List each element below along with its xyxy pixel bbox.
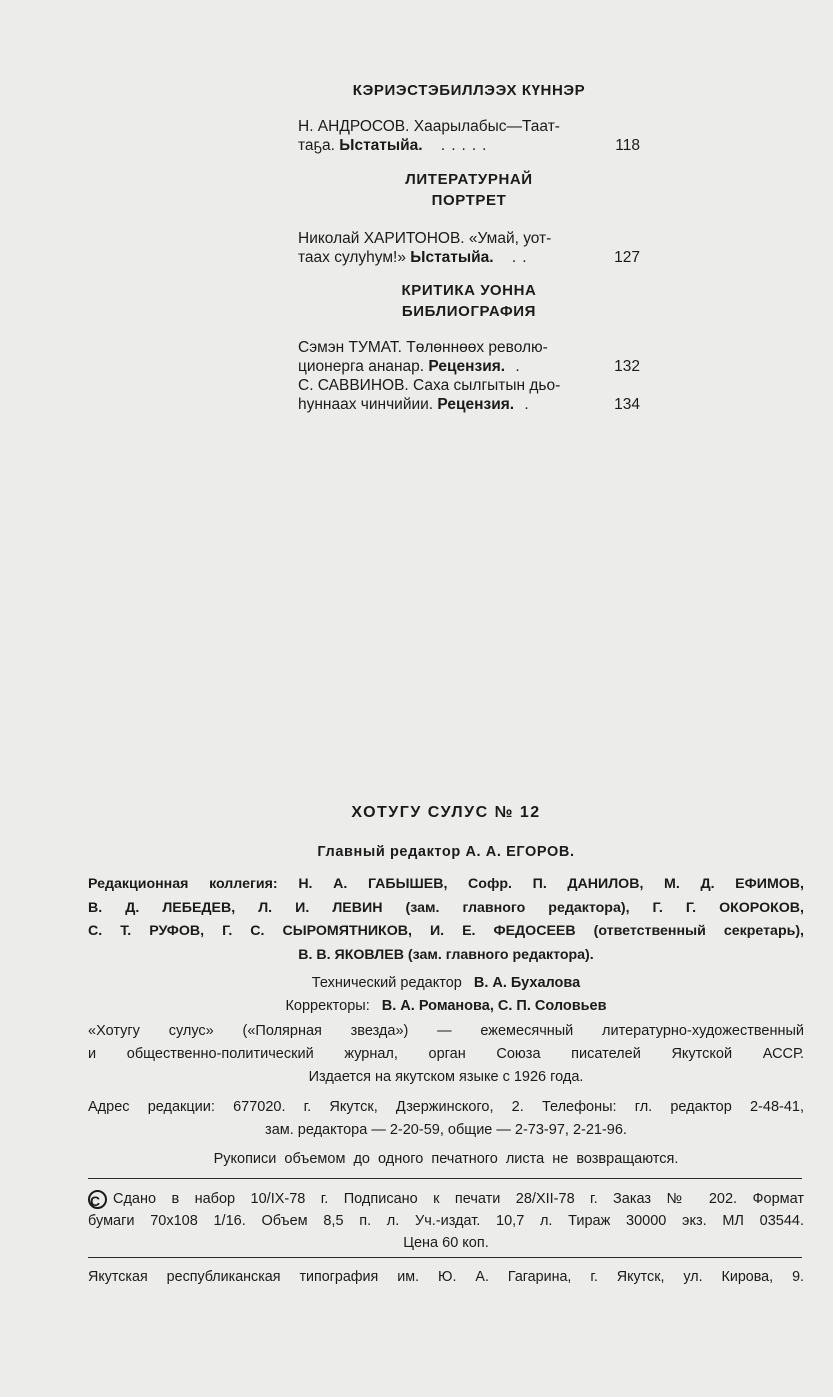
toc-entry-line: Сэмэн ТУМАТ. Төлөннөөх револю- (298, 339, 548, 356)
printer-info: Якутская республиканская типография им. Ю. А. Гагарина, г. Якутск, ул. Кирова, 9. (88, 1269, 804, 1285)
toc-entry-text: ционерга ананар. (298, 358, 425, 375)
editorial-board-line: Редакционная коллегия: Н. А. ГАБЫШЕВ, Софр. П. ДАНИЛОВ, М. Д. ЕФИМОВ, (88, 876, 804, 892)
editorial-board (88, 873, 804, 967)
table-of-contents (298, 80, 640, 414)
section-heading (298, 280, 640, 322)
description-line: Издается на якутском языке с 1926 года. (308, 1069, 584, 1085)
address-line: зам. редактора — 2-20-59, общие — 2-73-97, 2-21-96. (265, 1122, 627, 1138)
toc-page-number: 118 (615, 137, 640, 154)
address-line: Адрес редакции: 677020. г. Якутск, Дзержинского, 2. Телефоны: гл. редактор 2-48-41, (88, 1099, 804, 1115)
editorial-board-line: В. В. ЯКОВЛЕВ (зам. главного редактора). (298, 946, 594, 963)
toc-entry-line: С. САВВИНОВ. Саха сылгытын дьо- (298, 377, 561, 394)
section-heading-line: ПОРТРЕТ (431, 192, 507, 209)
toc-entry-text: һуннаах чинчийии. (298, 396, 434, 413)
staff (88, 972, 804, 1018)
manuscripts-note: Рукописи объемом до одного печатного листа не возвращаются. (213, 1151, 679, 1167)
toc-entry-line: Н. АНДРОСОВ. Хаарылабыс—Таат- (298, 118, 560, 135)
toc-entry-genre: Рецензия. (428, 358, 506, 375)
toc-entry-line (298, 357, 600, 376)
toc-entry (298, 117, 640, 155)
section-heading (298, 169, 640, 211)
address (88, 1096, 804, 1142)
toc-entry-genre: Рецензия. (437, 396, 515, 413)
copyright-icon: C (88, 1190, 107, 1209)
toc-page-number: 134 (614, 396, 640, 413)
toc-leader-dots: . (515, 358, 526, 375)
tech-editor-label: Технический редактор (311, 975, 462, 991)
print-details (88, 1188, 804, 1254)
section-heading-line: ЛИТЕРАТУРНАЙ (405, 171, 533, 188)
section-heading-line: КРИТИКА УОННА (401, 282, 537, 299)
chief-editor: Главный редактор А. А. ЕГОРОВ. (317, 844, 575, 860)
toc-page-number: 132 (614, 358, 640, 375)
description-line: «Хотугу сулус» («Полярная звезда») — ежемесячный литературно-художественный (88, 1023, 804, 1039)
toc-entry-line (298, 136, 600, 155)
toc-entry-text: таах сулуһум!» (298, 249, 406, 266)
correctors (88, 995, 804, 1018)
toc-entry (298, 376, 640, 414)
print-details-line: бумаги 70х108 1/16. Объем 8,5 п. л. Уч.-издат. 10,7 л. Тираж 30000 экз. МЛ 03544. (88, 1213, 804, 1229)
toc-entry-text: таҕа. (298, 137, 335, 154)
toc-entry-line (298, 395, 600, 414)
section-heading-line: БИБЛИОГРАФИЯ (401, 303, 537, 320)
editorial-board-line: В. Д. ЛЕБЕДЕВ, Л. И. ЛЕВИН (зам. главного редактора), Г. Г. ОКОРОКОВ, (88, 899, 804, 916)
tech-editor-name: В. А. Бухалова (473, 975, 581, 991)
description (88, 1020, 804, 1089)
toc-leader-dots: .. (511, 249, 533, 266)
divider (88, 1178, 802, 1179)
tech-editor (88, 972, 804, 995)
correctors-names: В. А. Романова, С. П. Соловьев (381, 998, 607, 1014)
print-details-text: Сдано в набор 10/IX-78 г. Подписано к печати 28/XII-78 г. Заказ № 202. Формат (113, 1191, 804, 1207)
toc-leader-dots: . (524, 396, 535, 413)
description-line: и общественно-политический журнал, орган Союза писателей Якутской АССР. (88, 1046, 804, 1062)
toc-leader-dots: ..... (440, 137, 493, 154)
toc-entry-genre: Ыстатыйа. (339, 137, 423, 154)
toc-entry (298, 229, 640, 267)
toc-entry-line: Николай ХАРИТОНОВ. «Умай, уот- (298, 230, 552, 247)
price: Цена 60 коп. (403, 1235, 489, 1251)
magazine-title: ХОТУГУ СУЛУС № 12 (351, 804, 541, 821)
correctors-label: Корректоры: (285, 998, 370, 1014)
toc-entry (298, 338, 640, 376)
section-heading: КЭРИЭСТЭБИЛЛЭЭХ КҮННЭР (352, 82, 586, 99)
toc-entry-genre: Ыстатыйа. (410, 249, 494, 266)
divider (88, 1257, 802, 1258)
print-details-line (88, 1188, 804, 1210)
toc-page-number: 127 (614, 249, 640, 266)
toc-entry-line (298, 248, 600, 267)
editorial-board-line: С. Т. РУФОВ, Г. С. СЫРОМЯТНИКОВ, И. Е. ФЕДОСЕЕВ (ответственный секретарь), (88, 923, 804, 939)
